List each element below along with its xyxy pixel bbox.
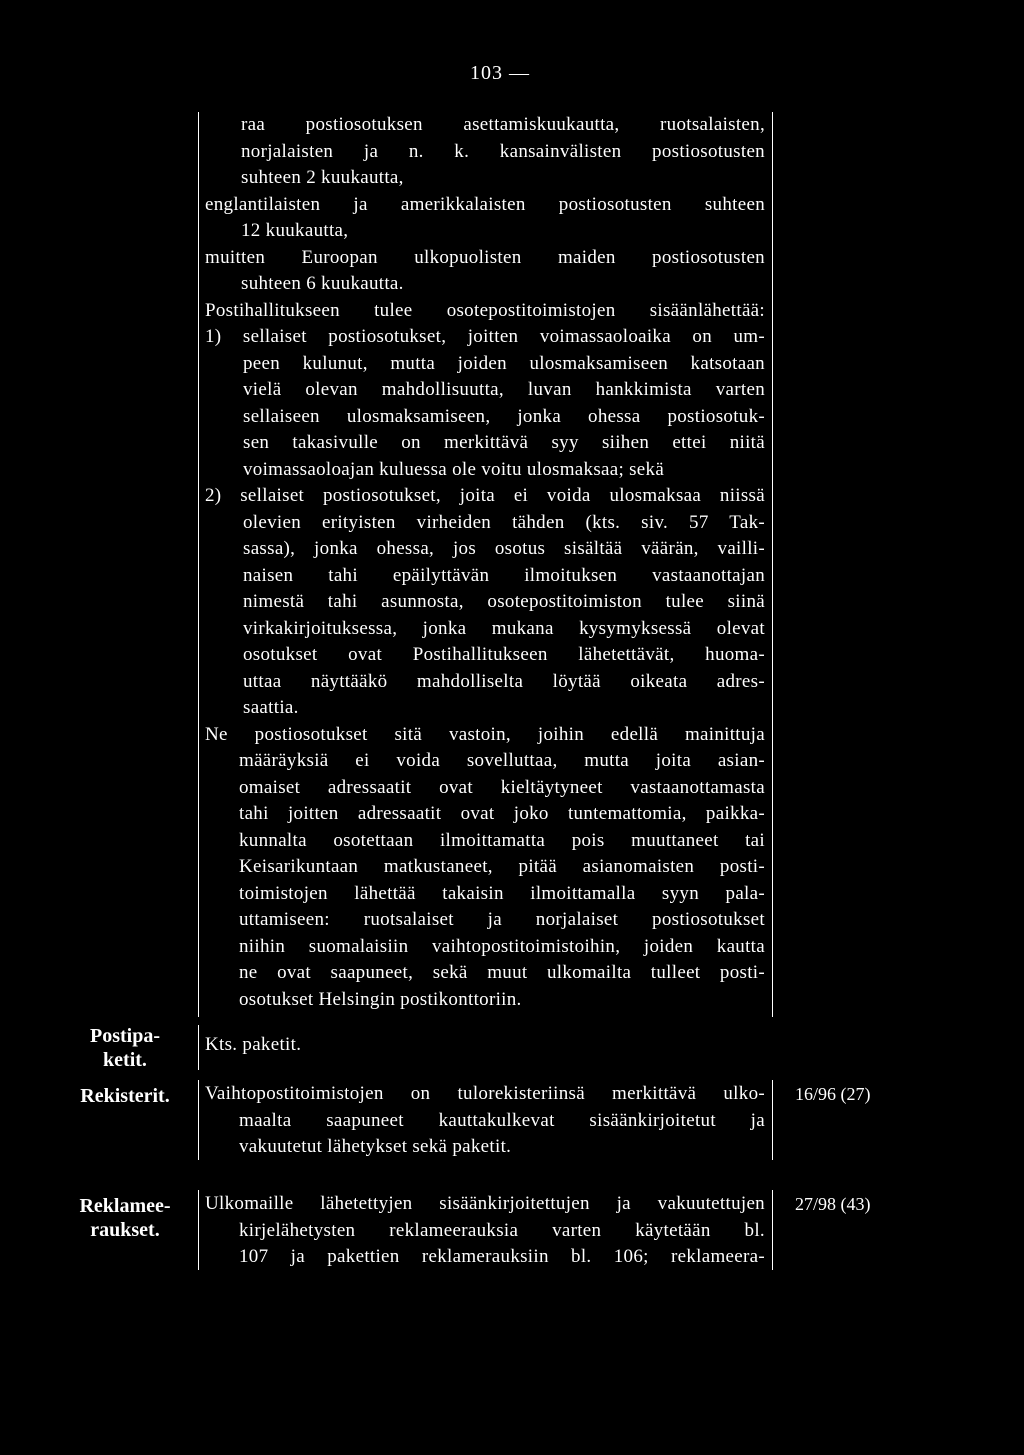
- reklameeraukset-text: [205, 1191, 765, 1271]
- rekisterit-text: [205, 1081, 765, 1161]
- text-line: olevien erityisten virheiden tähden (kts. siv. 57 Tak-: [243, 511, 765, 533]
- text-line: peen kulunut, mutta joiden ulosmaksamiseen katsotaan: [243, 352, 765, 374]
- text-line: uttamiseen: ruotsalaiset ja norjalaiset postiosotukset: [239, 909, 765, 930]
- left-rule-rekisterit: [198, 1080, 199, 1160]
- paragraph-intro: Postihallitukseen tulee osotepostitoimistojen sisäänlähettää:: [205, 299, 765, 321]
- text-line: raa postiosotuksen asettamiskuukautta, ruotsalaisten,: [241, 114, 765, 135]
- text-line: ne ovat saapuneet, sekä muut ulkomailta tulleet posti-: [239, 962, 765, 983]
- text-line: suhteen 2 kuukautta,: [241, 167, 404, 188]
- text-line: voimassaoloajan kuluessa ole voitu ulosmaksaa; sekä: [243, 458, 665, 480]
- text-line: virkakirjoituksessa, jonka mukana kysymyksessä olevat: [243, 617, 765, 639]
- text-line: 2) sellaiset postiosotukset, joita ei voida ulosmaksaa niissä: [205, 485, 765, 506]
- text-line: sellaiseen ulosmaksamiseen, jonka ohessa postiosotuk-: [243, 405, 765, 427]
- list-item-1: [205, 324, 765, 483]
- text-line: 1) sellaiset postiosotukset, joitten voimassaoloaika on um-: [205, 326, 765, 347]
- side-heading-reklameeraukset: [55, 1194, 195, 1242]
- side-heading-line: Reklamee-: [79, 1195, 171, 1217]
- text-line: kirjelähetysten reklameerauksia varten käytetään bl.: [239, 1219, 765, 1241]
- reference-rekisterit: 16/96 (27): [795, 1084, 871, 1104]
- text-line: osotukset Helsingin postikonttoriin.: [239, 988, 522, 1010]
- right-rule-reklameeraukset: [772, 1190, 773, 1270]
- right-rule-rekisterit: [772, 1080, 773, 1160]
- text-line: osotukset ovat Postihallitukseen lähetettävät, huoma-: [243, 644, 765, 665]
- text-line: englantilaisten ja amerikkalaisten postiosotusten suhteen: [205, 193, 765, 215]
- text-line: Ulkomaille lähetettyjen sisäänkirjoitettujen ja vakuutettujen: [205, 1193, 765, 1214]
- text-line: tahi joitten adressaatit ovat joko tuntemattomia, paikka-: [239, 803, 765, 824]
- list-item-2: [205, 483, 765, 722]
- side-heading-line: Postipa-: [90, 1025, 160, 1047]
- left-rule-top: [198, 112, 199, 1017]
- text-line: toimistojen lähettää takaisin ilmoittamalla syyn pala-: [239, 882, 765, 904]
- text-line: Ne postiosotukset sitä vastoin, joihin edellä mainittuja: [205, 723, 765, 745]
- text-line: saattia.: [243, 697, 299, 718]
- postipaketit-text: [205, 1032, 765, 1059]
- text-line: niihin suomalaisiin vaihtopostitoimistoihin, joiden kautta: [239, 935, 765, 957]
- text-line: sen takasivulle on merkittävä syy siihen ettei niitä: [243, 432, 765, 453]
- text-line: Vaihtopostitoimistojen on tulorekisteriinsä merkittävä ulko-: [205, 1083, 765, 1104]
- text-line: naisen tahi epäilyttävän ilmoituksen vastaanottajan: [243, 564, 765, 586]
- left-rule-postipaketit: [198, 1025, 199, 1070]
- text-line: suhteen 6 kuukautta.: [241, 273, 404, 294]
- text-line: norjalaisten ja n. k. kansainvälisten postiosotusten: [241, 140, 765, 162]
- text-line: nimestä tahi asunnosta, osotepostitoimiston tulee siinä: [243, 591, 765, 612]
- side-heading-line: raukset.: [90, 1219, 160, 1241]
- side-heading-postipaketit: [60, 1024, 190, 1072]
- side-heading-rekisterit: [55, 1084, 195, 1108]
- text-line: uttaa näyttääkö mahdolliselta löytää oikeata adres-: [243, 670, 765, 692]
- paragraph-returns: [205, 722, 765, 1014]
- main-text-column: [205, 112, 765, 1013]
- text-line: muitten Euroopan ulkopuolisten maiden postiosotusten: [205, 246, 765, 268]
- text-line: vakuutetut lähetykset sekä paketit.: [239, 1136, 512, 1157]
- section-timelimits-3: [205, 271, 765, 298]
- side-heading-line: ketit.: [103, 1049, 147, 1071]
- text-line: Keisarikuntaan matkustaneet, pitää asianomaisten posti-: [239, 856, 765, 877]
- side-heading-line: Rekisterit.: [80, 1085, 170, 1107]
- left-rule-reklameeraukset: [198, 1190, 199, 1270]
- text-line: määräyksiä ei voida sovelluttaa, mutta joita asian-: [239, 750, 765, 771]
- right-rule-top: [772, 112, 773, 1017]
- text-line: 107 ja pakettien reklamerauksiin bl. 106; reklameera-: [239, 1246, 765, 1267]
- text-line: vielä olevan mahdollisuutta, luvan hankkimista varten: [243, 379, 765, 400]
- reference-reklameeraukset: 27/98 (43): [795, 1194, 871, 1214]
- text-line: sassa), jonka ohessa, jos osotus sisältää väärän, vailli-: [243, 538, 765, 559]
- text-line: 12 kuukautta,: [241, 220, 349, 241]
- text-line: kunnalta osotettaan ilmoittamatta pois muuttaneet tai: [239, 829, 765, 851]
- text-line: maalta saapuneet kauttakulkevat sisäänkirjoitetut ja: [239, 1109, 765, 1131]
- page-number: 103 —: [470, 62, 530, 84]
- text-line: omaiset adressaatit ovat kieltäytyneet vastaanottamasta: [239, 776, 765, 798]
- section-timelimits-2: [205, 218, 765, 245]
- text-line: Kts. paketit.: [205, 1034, 302, 1055]
- section-timelimits: [205, 112, 765, 192]
